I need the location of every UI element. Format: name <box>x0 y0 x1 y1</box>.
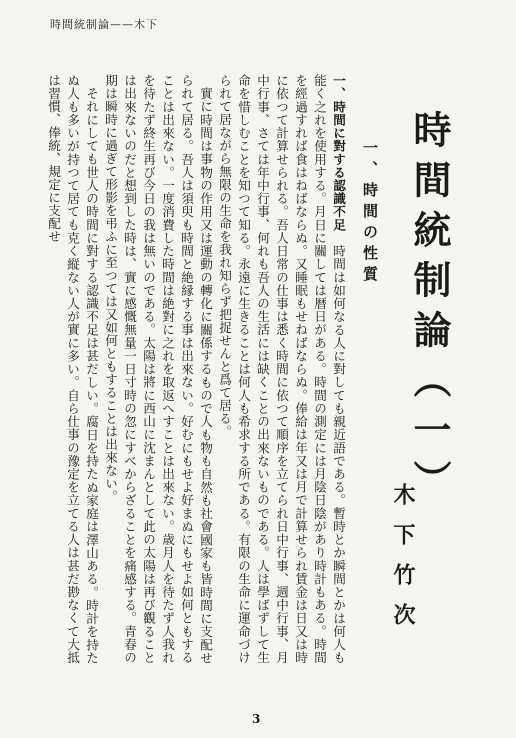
chapter-heading: 一、時間の性質 <box>361 140 379 287</box>
article-title: 時間統制論（一） <box>407 110 452 510</box>
author-name: 木下竹次 <box>390 483 416 643</box>
section-heading: 一、時間に對する認識不足 <box>331 74 346 232</box>
running-header: 時間統制論——木下 <box>50 18 158 31</box>
paragraph-2: 實に時間は事物の作用又は運動の轉化に關係するもので人も物も自然も社會國家も皆時間に支配せられて居る。吾人は須臾も時間と絶縁する事は出來ない。好むにもせよ好まぬにもせよ如何ともすることは出來ない。一度消費した時間は絶對に之れを取返へすことは出來ない。歳月人を待たず人我れを待たず終生再び今日の我は無いのである。太陽は將に西山に沈まんとして此の太陽は再び觀ることは出來ないのだと想到した時は、實に感慨無量一日寸時の忽にすべからざることを痛感する。青春の期は瞬時に過ぎて形影を弔ふに至つては又如何ともすることは出來ない。 <box>103 74 213 664</box>
paragraph-1-text: 時間は如何なる人に對しても親近語である。暫時とか瞬間とかは何人も能く之れを使用する。月日に關しては暦日がある。時間の測定には月陰日陰があり時計もある。時間を經過すれば食はねばならぬ。又睡眠もせねばならぬ。俸給は年又は月で計算せられ賃金は日又は時に依つて計算せられる。吾人日常の仕事は悉く時間に依つて順序を立てられ日中行事、週中行事、月中行事、さては年中行事、何れも吾人の生活には缺くことの出來ないものである。人は學ばずして生命を惜しむことを知つて知る。永遠に生きることは何人も希求する所である。有限の生命に運命づけられて居ながら無限の生命を我れ知らず把捉せんと爲て居る。 <box>217 74 346 664</box>
body-text <box>10 74 348 664</box>
page-number: 3 <box>252 712 261 726</box>
paragraph-1 <box>215 74 348 664</box>
paragraph-3: それにしても世人の時間に對する認識不足は甚だしい。腐日を持たぬ家庭は澤山ある。時計を持たぬ人も多いが持つて居ても克く縦ない人が實に多い。自ら仕事の豫定を立てる人は甚だ尠なくて大抵は習慣、俸統、規定に支配せ <box>46 74 99 664</box>
